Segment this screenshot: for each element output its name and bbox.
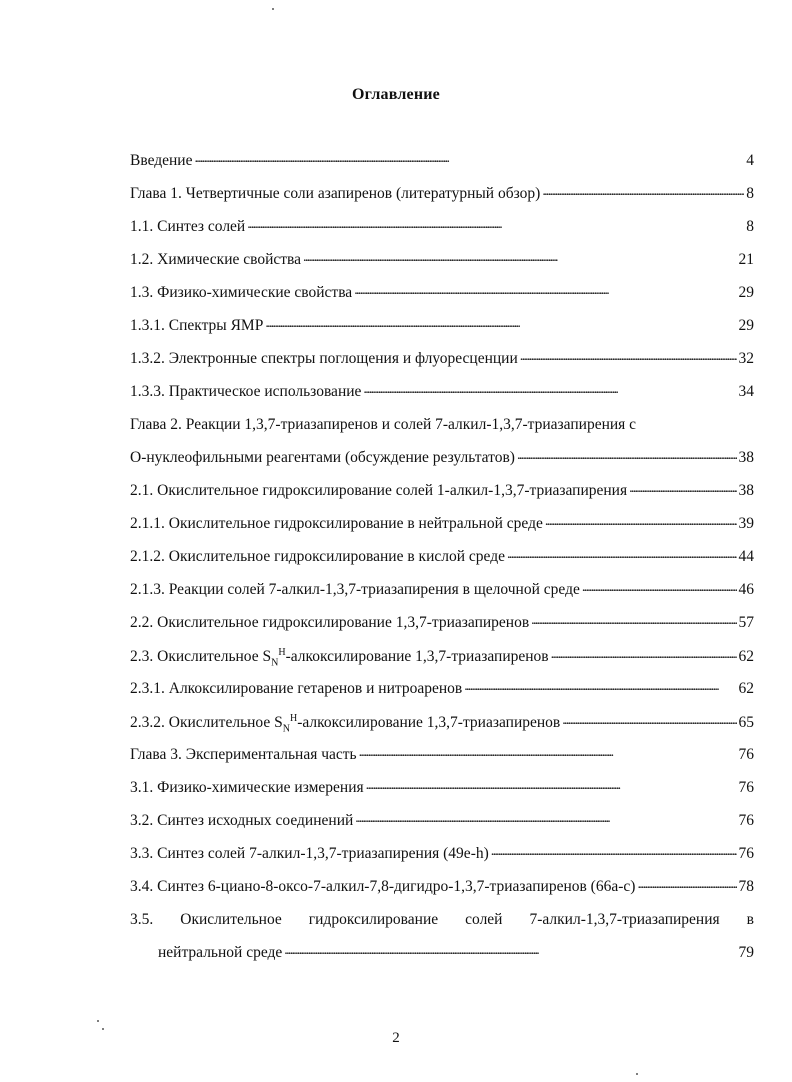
toc-entry xyxy=(130,251,754,284)
toc-entry-text: 1.3.2. Электронные спектры поглощения и флуоресценции xyxy=(130,350,518,367)
toc-entry xyxy=(130,581,754,614)
toc-entry-page: 76 xyxy=(738,746,754,763)
toc-entry-page: 38 xyxy=(738,449,754,466)
subscript-n: N xyxy=(282,723,290,735)
toc-entry xyxy=(130,845,754,878)
page-title: Оглавление xyxy=(352,86,440,103)
toc-leader-dots xyxy=(247,215,744,233)
toc-entry xyxy=(130,185,754,218)
toc-leader-dots xyxy=(637,875,736,893)
scan-speck xyxy=(97,1020,99,1022)
toc-entry-page: 46 xyxy=(738,581,754,598)
toc-entry-page: 76 xyxy=(738,845,754,862)
toc-leader-dots xyxy=(355,809,736,827)
toc-entry xyxy=(130,515,754,548)
toc-entry-text: 1.3.3. Практическое использование xyxy=(130,383,362,400)
toc-leader-dots xyxy=(265,314,736,332)
toc-entry-text: 1.3.1. Спектры ЯМР xyxy=(130,317,264,334)
toc-entry-text: 1.1. Синтез солей xyxy=(130,218,246,235)
toc-entry xyxy=(130,779,754,812)
scan-speck xyxy=(102,1028,104,1030)
toc-entry-text: 2.1.3. Реакции солей 7-алкил-1,3,7-триазапирения в щелочной среде xyxy=(130,581,580,598)
toc-entry-text: 3.1. Физико-химические измерения xyxy=(130,779,364,796)
toc-entry-page: 62 xyxy=(738,680,754,697)
toc-entry xyxy=(130,746,754,779)
toc-entry-page: 62 xyxy=(738,648,754,666)
toc-entry xyxy=(130,482,754,515)
toc-entry xyxy=(130,878,754,911)
toc-entry-text: Глава 1. Четвертичные соли азапиренов (литературный обзор) xyxy=(130,185,541,202)
toc-leader-dots xyxy=(517,446,737,464)
toc-leader-dots xyxy=(562,711,736,729)
toc-entry-text: Глава 2. Реакции 1,3,7-триазапиренов и солей 7-алкил-1,3,7-триазапирения с xyxy=(130,416,637,433)
toc-entry-page: 76 xyxy=(738,812,754,829)
toc-entry xyxy=(130,548,754,581)
toc-entry xyxy=(130,944,754,977)
toc-entry-text: 3.4. Синтез 6-циано-8-оксо-7-алкил-7,8-дигидро-1,3,7-триазапиренов (66a-c) xyxy=(130,878,636,895)
toc-entry-text: Введение xyxy=(130,152,193,169)
toc-entry xyxy=(130,614,754,647)
toc-leader-dots xyxy=(284,941,736,959)
toc-leader-dots xyxy=(551,645,737,663)
toc-entry-page: 38 xyxy=(738,482,754,499)
subscript-n: N xyxy=(271,657,279,669)
toc-leader-dots xyxy=(531,611,736,629)
toc-entry-text: 1.3. Физико-химические свойства xyxy=(130,284,353,301)
toc-entry-page: 8 xyxy=(746,185,754,202)
toc-entry-text: Глава 3. Экспериментальная часть xyxy=(130,746,357,763)
toc-entry-page: 78 xyxy=(738,878,754,895)
toc-entry-page: 21 xyxy=(738,251,754,268)
superscript-h: H xyxy=(278,647,286,658)
toc-leader-dots xyxy=(194,149,744,167)
toc-entry-text: 2.3.1. Алкоксилирование гетаренов и нитроаренов xyxy=(130,680,463,697)
toc-entry-page: 57 xyxy=(738,614,754,631)
toc-leader-dots xyxy=(629,479,736,497)
toc-entry-text: 2.1.2. Окислительное гидроксилирование в кислой среде xyxy=(130,548,505,565)
toc-entry-page: 39 xyxy=(738,515,754,532)
toc-entry-text-pre: 2.3.2. Окислительное S xyxy=(130,714,283,732)
superscript-h: H xyxy=(289,713,298,724)
toc-leader-dots xyxy=(464,677,736,695)
toc-leader-dots xyxy=(354,281,736,299)
toc-entry-text: 3.5. Окислительное гидроксилирование солей 7-алкил-1,3,7-триазапирения в xyxy=(130,911,754,928)
toc-entry-text: О-нуклеофильными реагентами (обсуждение результатов) xyxy=(130,449,515,466)
toc-leader-dots xyxy=(542,182,744,200)
toc-entry xyxy=(130,812,754,845)
toc-entry-page: 76 xyxy=(738,779,754,796)
toc-leader-dots xyxy=(363,380,736,398)
toc-leader-dots xyxy=(582,578,737,596)
toc-entry-page: 8 xyxy=(746,218,754,235)
toc-entry xyxy=(130,647,754,680)
toc-entry-text-pre: 2.3. Окислительное S xyxy=(130,648,272,666)
toc-entry-text: 1.2. Химические свойства xyxy=(130,251,302,268)
toc-entry xyxy=(130,317,754,350)
toc-entry-text-post: -алкоксилирование 1,3,7-триазапиренов xyxy=(297,714,561,732)
toc-entry-page: 79 xyxy=(738,944,754,961)
toc-entry-text: 3.2. Синтез исходных соединений xyxy=(130,812,354,829)
toc-leader-dots xyxy=(545,512,737,530)
toc-entry-text xyxy=(130,647,549,668)
toc-entry xyxy=(130,449,754,482)
toc-entry-text: 2.1. Окислительное гидроксилирование солей 1-алкил-1,3,7-триазапирения xyxy=(130,482,628,499)
toc-entry-text: 2.2. Окислительное гидроксилирование 1,3,7-триазапиренов xyxy=(130,614,530,631)
toc-entry-page: 32 xyxy=(738,350,754,367)
toc-entry xyxy=(130,680,754,713)
toc-entry xyxy=(130,284,754,317)
toc-leader-dots xyxy=(303,248,736,266)
toc-entry-text: нейтральной среде xyxy=(158,944,283,961)
toc-entry-page: 29 xyxy=(738,317,754,334)
toc-entry-page: 65 xyxy=(738,714,754,732)
toc-entry xyxy=(130,383,754,416)
toc-entry xyxy=(130,350,754,383)
toc-leader-dots xyxy=(507,545,737,563)
toc-entry-heading-line xyxy=(130,911,754,944)
toc-leader-dots xyxy=(520,347,737,365)
table-of-contents xyxy=(130,152,754,977)
toc-leader-dots xyxy=(491,842,737,860)
toc-entry xyxy=(130,218,754,251)
toc-entry-text: 3.3. Синтез солей 7-алкил-1,3,7-триазапирения (49e-h) xyxy=(130,845,489,862)
toc-entry-text-post: -алкоксилирование 1,3,7-триазапиренов xyxy=(285,648,549,666)
toc-leader-dots xyxy=(366,776,737,794)
toc-entry-text: 2.1.1. Окислительное гидроксилирование в нейтральной среде xyxy=(130,515,543,532)
toc-entry-heading-line xyxy=(130,416,754,449)
toc-entry xyxy=(130,713,754,746)
toc-entry xyxy=(130,152,754,185)
toc-entry-page: 4 xyxy=(746,152,754,169)
toc-entry-text xyxy=(130,713,560,734)
toc-entry-page: 29 xyxy=(738,284,754,301)
scan-speck xyxy=(636,1073,638,1075)
toc-leader-dots xyxy=(359,743,737,761)
toc-entry-page: 34 xyxy=(738,383,754,400)
toc-entry-page: 44 xyxy=(738,548,754,565)
scan-speck xyxy=(272,8,274,10)
page-number: 2 xyxy=(392,1030,400,1046)
